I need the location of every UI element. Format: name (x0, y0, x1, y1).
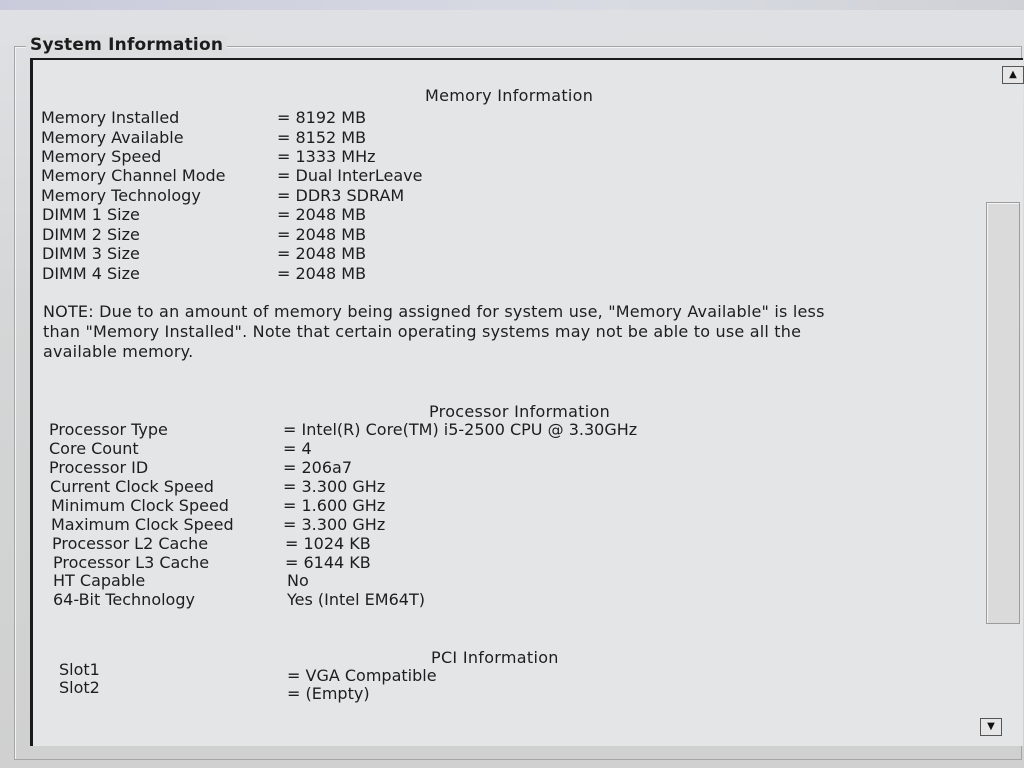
row-label: Core Count (49, 439, 139, 458)
info-panel (30, 58, 1023, 746)
arrow-up-icon[interactable]: ▲ (1002, 66, 1024, 84)
row-value: = 2048 MB (277, 264, 367, 283)
row-value: = 8152 MB (277, 128, 367, 147)
arrow-down-icon[interactable]: ▼ (980, 718, 1002, 736)
row-label: Processor L2 Cache (52, 534, 209, 553)
row-label: HT Capable (53, 571, 146, 590)
note-line: NOTE: Due to an amount of memory being assigned for system use, "Memory Available" is less (43, 302, 825, 321)
row-value: = 3.300 GHz (283, 515, 386, 534)
row-label: Memory Installed (41, 108, 180, 127)
row-label: 64-Bit Technology (53, 590, 195, 609)
pci-section-title: PCI Information (431, 648, 559, 667)
group-title: System Information (26, 35, 227, 55)
row-value: = Dual InterLeave (277, 166, 423, 185)
row-label: Processor ID (49, 458, 149, 477)
row-label: Processor L3 Cache (53, 553, 210, 572)
row-value: = VGA Compatible (287, 666, 437, 685)
row-label: DIMM 2 Size (42, 225, 140, 244)
row-value: No (287, 571, 309, 590)
row-value: = Intel(R) Core(TM) i5-2500 CPU @ 3.30GHz (283, 420, 638, 439)
note-line: than "Memory Installed". Note that certain operating systems may not be able to use all the (43, 322, 802, 341)
row-value: = (Empty) (287, 684, 370, 703)
processor-section-title: Processor Information (429, 402, 611, 421)
row-label: DIMM 4 Size (42, 264, 140, 283)
row-label: Processor Type (49, 420, 168, 439)
top-band (0, 0, 1024, 10)
row-label: Slot1 (59, 660, 100, 679)
row-value: = 206a7 (283, 458, 353, 477)
row-label: Slot2 (59, 678, 100, 697)
row-label: Minimum Clock Speed (51, 496, 229, 515)
row-value: = 6144 KB (285, 553, 371, 572)
row-value: Yes (Intel EM64T) (287, 590, 425, 609)
row-label: Memory Speed (41, 147, 162, 166)
row-value: = 2048 MB (277, 205, 367, 224)
memory-note (43, 302, 963, 362)
row-value: = 4 (283, 439, 312, 458)
row-label: Memory Available (41, 128, 184, 147)
row-value: = 3.300 GHz (283, 477, 386, 496)
row-label: Memory Channel Mode (41, 166, 226, 185)
memory-section-title: Memory Information (425, 86, 594, 105)
row-value: = 8192 MB (277, 108, 367, 127)
row-label: Maximum Clock Speed (51, 515, 234, 534)
row-label: DIMM 3 Size (42, 244, 140, 263)
row-value: = 1333 MHz (277, 147, 376, 166)
row-label: Memory Technology (41, 186, 201, 205)
row-value: = 1.600 GHz (283, 496, 386, 515)
row-value: = 1024 KB (285, 534, 371, 553)
vertical-scrollbar[interactable] (982, 62, 1022, 742)
row-label: Current Clock Speed (50, 477, 214, 496)
row-value: = 2048 MB (277, 225, 367, 244)
scrollbar-track[interactable] (986, 202, 1020, 624)
row-label: DIMM 1 Size (42, 205, 140, 224)
row-value: = DDR3 SDRAM (277, 186, 405, 205)
info-content (39, 66, 979, 742)
row-value: = 2048 MB (277, 244, 367, 263)
note-line: available memory. (43, 342, 194, 361)
